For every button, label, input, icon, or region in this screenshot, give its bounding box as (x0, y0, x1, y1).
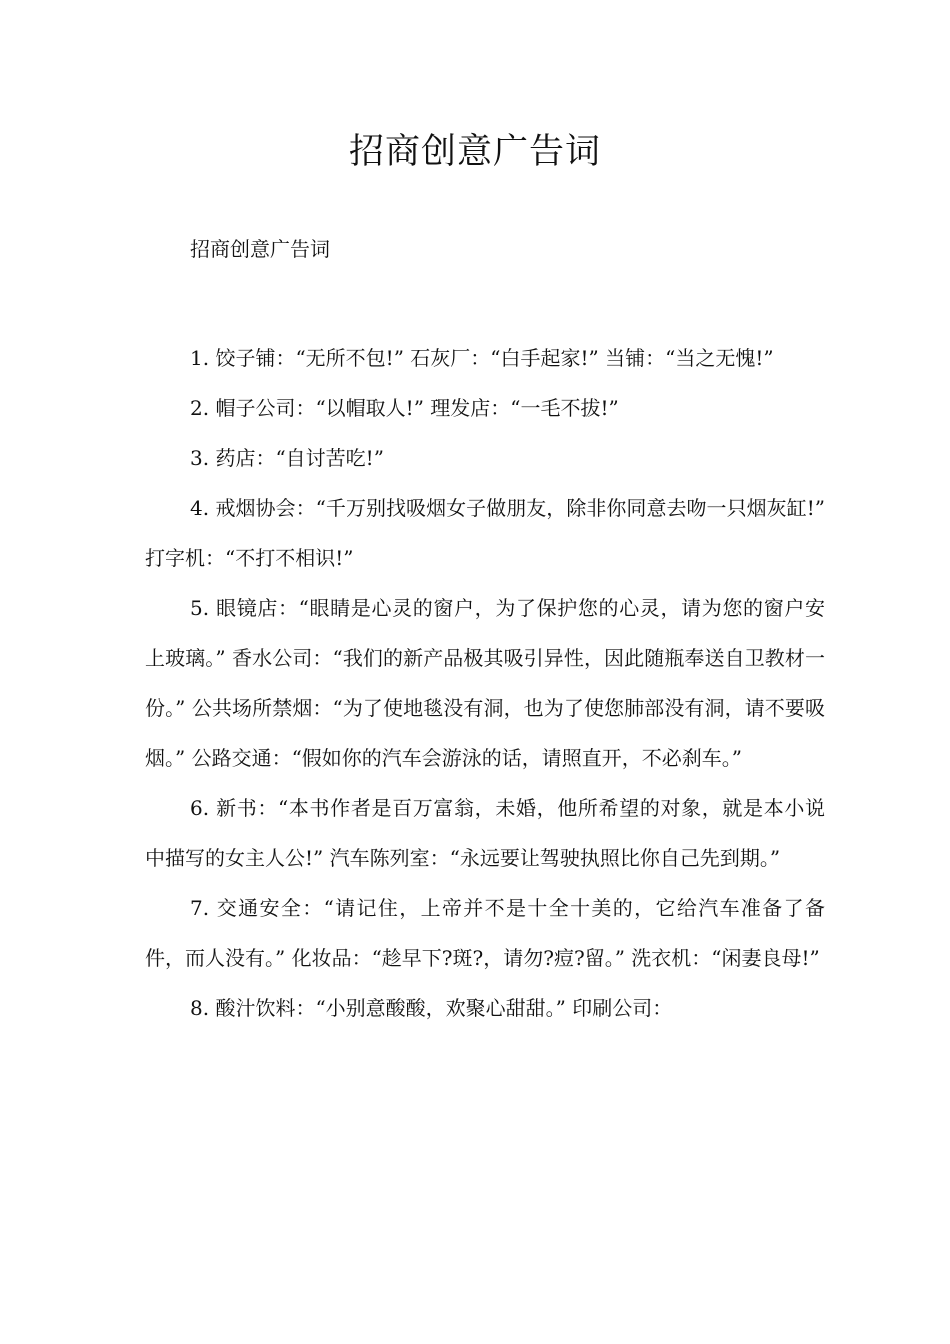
document-title: 招商创意广告词 (348, 132, 601, 172)
paragraph-3: 3. 药店：“自讨苦吃!” (190, 446, 384, 470)
document-body (145, 333, 825, 1033)
paragraph-8: 8. 酸汁饮料：“小别意酸酸，欢聚心甜甜。” 印刷公司： (190, 996, 673, 1020)
paragraph-7: 7. 交通安全：“请记住，上帝并不是十全十美的，它给汽车准备了备件，而人没有。” 化妆品：“趁早下?斑?，请勿?痘?留。” 洗衣机：“闲妻良母!” (145, 896, 825, 970)
paragraph-4: 4. 戒烟协会：“千万别找吸烟女子做朋友，除非你同意去吻一只烟灰缸!” 打字机：“不打不相识!” (145, 496, 825, 570)
paragraph-1: 1. 饺子铺：“无所不包!” 石灰厂：“白手起家!” 当铺：“当之无愧!” (190, 346, 774, 370)
paragraph-6: 6. 新书：“本书作者是百万富翁，未婚，他所希望的对象，就是本小说中描写的女主人公!” 汽车陈列室：“永远要让驾驶执照比你自己先到期。” (145, 796, 825, 870)
paragraph-5: 5. 眼镜店：“眼睛是心灵的窗户，为了保护您的心灵，请为您的窗户安上玻璃。” 香水公司：“我们的新产品极其吸引异性，因此随瓶奉送自卫教材一份。” 公共场所禁烟：“为了使地毯没有洞，也为了使您肺部没有洞，请不要吸烟。” 公路交通：“假如你的汽车会游泳的话，请照直开，不必刹车。” (145, 596, 825, 770)
document-subtitle: 招商创意广告词 (190, 237, 330, 261)
paragraph-2: 2. 帽子公司：“以帽取人!” 理发店：“一毛不拔!” (190, 396, 619, 420)
